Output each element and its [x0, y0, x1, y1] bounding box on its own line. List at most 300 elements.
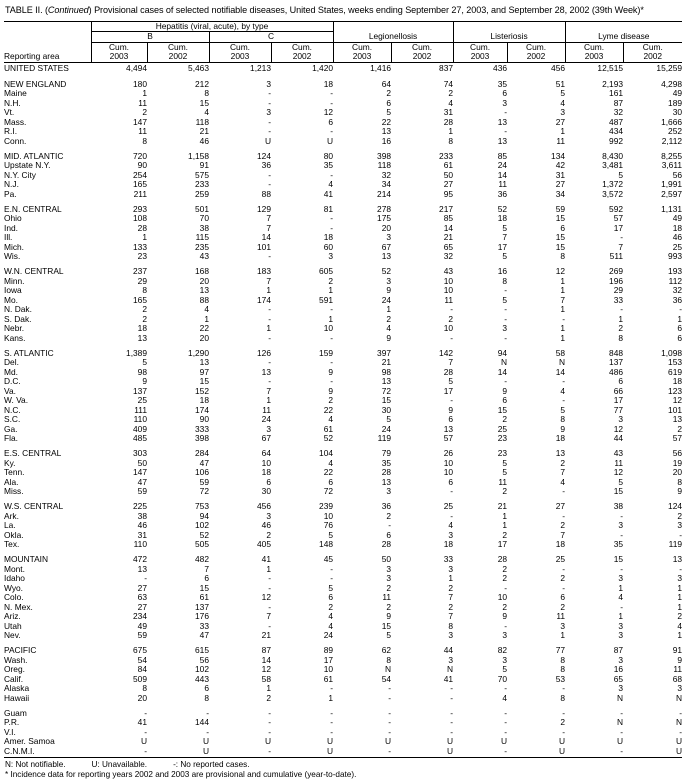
row-value: 2	[560, 573, 566, 583]
row-value: 30	[261, 486, 271, 496]
table-row	[4, 305, 682, 315]
row-value: 456	[551, 63, 566, 73]
row-value: -	[620, 510, 624, 521]
row-value: 94	[497, 347, 508, 358]
row-value: -	[268, 126, 271, 136]
row-value: 472	[133, 554, 147, 564]
row-value: -	[330, 213, 334, 223]
row-value: 3,572	[602, 188, 624, 199]
row-area-label: Md.	[4, 366, 18, 377]
row-value: 443	[195, 673, 209, 684]
row-value: 5	[142, 357, 147, 367]
row-value: 147	[133, 467, 147, 477]
row-value: -	[330, 573, 334, 583]
row-value: 47	[199, 457, 209, 468]
row-value: 12	[323, 107, 334, 117]
row-value: -	[268, 116, 271, 127]
row-area-label: Okla.	[4, 529, 24, 540]
table-row	[4, 190, 682, 200]
row-value: 101	[668, 404, 683, 415]
row-value: 1,991	[661, 179, 683, 189]
row-value: -	[268, 601, 271, 612]
header-legionellosis-cum-2002: Cum. 2002	[391, 42, 453, 62]
row-value: 8	[204, 88, 209, 98]
row-value: 3	[560, 107, 566, 117]
row-value: -	[620, 726, 624, 737]
row-value: 17	[613, 222, 624, 233]
row-value: 5	[502, 294, 508, 305]
row-value: 13	[381, 376, 392, 386]
table-row	[4, 444, 682, 459]
row-value: 4,494	[126, 63, 147, 73]
row-area-label: Tenn.	[4, 467, 25, 477]
row-value: 38	[199, 222, 209, 233]
row-value: 33	[613, 294, 624, 305]
row-value: 434	[609, 126, 624, 136]
row-value: 31	[443, 107, 454, 117]
row-value: 9	[502, 385, 508, 396]
row-value: 6	[560, 592, 566, 602]
row-value: 147	[133, 116, 147, 127]
table-row	[4, 89, 682, 99]
row-value: 333	[195, 423, 209, 434]
row-value: 3	[266, 510, 271, 521]
row-value: 8	[142, 135, 147, 146]
row-value: 47	[199, 630, 209, 640]
row-value: 12	[613, 467, 624, 477]
table-row	[4, 199, 682, 214]
row-value: 3	[386, 486, 392, 496]
row-area-label: C.N.M.I.	[4, 747, 91, 758]
footnote-star: *	[5, 769, 9, 779]
row-value: U	[264, 135, 271, 146]
row-value: 33	[199, 620, 209, 631]
row-value: 5	[502, 457, 508, 468]
row-value: 3	[448, 630, 454, 640]
row-value: 3	[618, 573, 624, 583]
row-value: 46	[672, 232, 683, 242]
row-value: 1,389	[126, 347, 147, 358]
row-value: 30	[381, 404, 392, 415]
row-value: 1	[560, 332, 566, 343]
footnote-n: N: Not notifiable.	[5, 759, 66, 769]
row-value: 1	[618, 611, 624, 621]
row-value: 284	[195, 448, 209, 458]
row-value: 84	[137, 664, 147, 674]
row-value: 33	[443, 554, 454, 564]
row-value: 165	[133, 179, 147, 189]
row-value: 1,416	[370, 63, 392, 73]
row-value: 5	[448, 376, 454, 386]
row-value: 46	[261, 520, 271, 530]
row-value: 2	[386, 582, 392, 593]
row-value: 5	[502, 664, 508, 674]
row-area-label: R.I.	[4, 126, 18, 136]
row-value: 9	[560, 423, 566, 434]
row-value: 211	[133, 188, 147, 199]
row-value: -	[562, 313, 566, 324]
row-value: 4,298	[661, 78, 683, 89]
row-value: -	[268, 251, 271, 261]
row-value: -	[206, 726, 209, 737]
row-value: 1	[502, 520, 508, 530]
row-area-label: Idaho	[4, 573, 25, 583]
row-value: 2	[142, 107, 147, 117]
row-value: 13	[381, 126, 392, 136]
row-value: -	[562, 707, 566, 718]
row-value: 88	[199, 294, 209, 305]
row-value: 50	[137, 457, 147, 468]
row-value: -	[679, 304, 683, 314]
header-group-lyme-disease: Lyme disease	[565, 32, 682, 43]
row-value: -	[620, 601, 624, 612]
row-value: 18	[137, 323, 147, 333]
row-value: 14	[497, 366, 508, 377]
row-value: 63	[137, 592, 147, 602]
row-value: 98	[137, 366, 147, 377]
row-value: -	[268, 717, 271, 727]
row-value: 51	[555, 78, 566, 89]
row-value: 1,666	[661, 116, 683, 127]
row-value: 753	[195, 501, 209, 511]
table-row	[4, 74, 682, 89]
table-row	[4, 718, 682, 728]
row-value: 2	[618, 323, 624, 333]
row-value: 35	[381, 457, 392, 468]
row-area-label: N.H.	[4, 97, 21, 108]
row-value: -	[330, 169, 334, 180]
row-value: 62	[381, 645, 392, 655]
row-value: 1,213	[250, 63, 271, 73]
row-value: -	[450, 395, 454, 405]
row-value: 3,481	[602, 160, 624, 170]
row-value: 24	[261, 414, 271, 424]
table-row	[4, 315, 682, 325]
row-value: 15	[199, 582, 209, 593]
row-value: 9	[328, 385, 334, 396]
row-value: N	[384, 664, 392, 674]
header-group-listeriosis-blank	[453, 21, 565, 32]
row-value: 1,131	[661, 203, 683, 214]
row-value: 104	[319, 448, 334, 458]
row-value: 11	[498, 476, 508, 487]
footnote-u: U: Unavailable.	[91, 759, 148, 769]
row-value: 65	[443, 241, 454, 252]
row-value: 2	[677, 423, 683, 434]
table-row	[4, 521, 682, 531]
row-value: 56	[672, 169, 683, 180]
header-group-hepatitis: Hepatitis (viral, acute), by type	[91, 21, 333, 32]
row-value: 3	[560, 620, 566, 631]
row-value: -	[450, 332, 454, 343]
row-value: -	[679, 529, 683, 540]
row-value: -	[91, 747, 147, 758]
row-value: 2	[677, 611, 683, 621]
row-value: 126	[257, 347, 271, 358]
row-value: 3	[618, 683, 624, 693]
row-value: 15	[613, 486, 624, 496]
row-value: 35	[497, 78, 508, 89]
row-value: 6	[502, 88, 508, 98]
row-value: 11	[138, 97, 147, 108]
row-value: 13	[443, 423, 454, 434]
row-value: -	[620, 707, 624, 718]
row-area-label: Guam	[4, 707, 27, 718]
row-value: 4	[560, 476, 566, 487]
row-value: U	[202, 736, 209, 746]
table-row	[4, 565, 682, 575]
row-value: 7	[266, 385, 271, 396]
table-row	[4, 728, 682, 738]
row-value: 405	[257, 539, 271, 549]
row-value: 10	[443, 467, 454, 477]
table-row	[4, 747, 682, 758]
row-value: 14	[261, 654, 271, 665]
table-row	[4, 406, 682, 416]
row-value: 27	[555, 501, 566, 511]
row-value: 1	[386, 304, 392, 314]
row-value: 10	[497, 592, 508, 602]
row-value: -	[330, 726, 334, 737]
row-value: 8	[560, 251, 566, 261]
row-value: 49	[137, 620, 147, 631]
row-value: 3	[677, 573, 683, 583]
row-value: -	[330, 357, 334, 367]
row-value: 2	[142, 313, 147, 324]
row-value: 118	[377, 160, 392, 170]
row-value: 2	[448, 582, 454, 593]
row-value: -	[333, 747, 391, 758]
notifiable-diseases-table	[4, 21, 682, 759]
row-value: 7	[266, 275, 271, 286]
row-value: -	[450, 486, 454, 496]
row-value: -	[388, 520, 392, 530]
row-value: 1	[677, 582, 683, 593]
row-value: 50	[443, 169, 454, 180]
table-row	[4, 434, 682, 444]
row-value: 10	[443, 323, 454, 333]
row-area-label: E.N. CENTRAL	[4, 203, 62, 214]
row-value: 183	[257, 266, 271, 276]
row-value: 9	[386, 332, 392, 343]
row-value: 58	[261, 673, 271, 684]
row-value: N	[616, 692, 624, 703]
row-value: 32	[381, 169, 392, 180]
row-value: 398	[195, 433, 209, 443]
row-value: 129	[257, 203, 271, 214]
row-value: 58	[555, 347, 566, 358]
row-value: 6	[328, 476, 334, 487]
row-value: 18	[497, 213, 508, 223]
row-value: 34	[381, 179, 392, 189]
row-value: 52	[497, 203, 508, 214]
row-value: 16	[497, 266, 508, 276]
header-corner-blank	[4, 21, 91, 32]
row-value: -	[330, 304, 334, 314]
row-area-label: S. Dak.	[4, 313, 32, 324]
row-value: 64	[261, 448, 271, 458]
row-value: 5	[618, 476, 624, 487]
row-value: -	[144, 707, 147, 718]
row-value: 61	[323, 423, 334, 434]
header-hepc-cum-2003: Cum. 2003	[209, 42, 271, 62]
row-area-label: W.S. CENTRAL	[4, 501, 64, 511]
row-value: 235	[195, 241, 209, 252]
row-value: 5	[386, 630, 392, 640]
row-value: -	[565, 747, 623, 758]
header-listeriosis-cum-2002: Cum. 2002	[507, 42, 565, 62]
row-value: 13	[261, 366, 271, 377]
row-value: 28	[381, 467, 392, 477]
row-value: 98	[381, 366, 392, 377]
row-value: 7	[560, 294, 566, 305]
row-value: 11	[673, 664, 683, 674]
row-value: 8	[386, 654, 392, 665]
row-value: 44	[443, 645, 454, 655]
row-value: 15	[381, 395, 392, 405]
row-value: 7	[266, 611, 271, 621]
row-value: 3	[618, 620, 624, 631]
row-value: 509	[133, 673, 147, 684]
row-value: 81	[323, 203, 334, 214]
row-area-label: N.Y. City	[4, 169, 36, 180]
row-value: 8	[448, 620, 454, 631]
row-value: U	[507, 747, 565, 758]
row-value: 64	[381, 78, 392, 89]
row-value: 2	[502, 529, 508, 540]
row-value: 175	[377, 213, 392, 223]
row-value: 28	[443, 116, 454, 127]
row-value: 22	[323, 467, 334, 477]
row-area-label: V.I.	[4, 726, 16, 737]
row-value: 102	[195, 520, 209, 530]
row-area-label: UNITED STATES	[4, 63, 69, 73]
row-value: 29	[137, 275, 147, 286]
row-value: 7	[448, 592, 454, 602]
row-value: 1,372	[602, 179, 624, 189]
row-value: 1	[204, 313, 209, 324]
row-value: 10	[323, 510, 334, 521]
row-value: -	[268, 726, 271, 737]
row-value: 18	[672, 376, 683, 386]
table-row	[4, 137, 682, 147]
table-title-continued: Continued	[47, 5, 89, 15]
row-area-label: Ga.	[4, 423, 18, 434]
row-value: 24	[381, 423, 392, 434]
row-value: U	[326, 135, 334, 146]
row-area-label: P.R.	[4, 717, 20, 727]
row-value: 20	[199, 275, 209, 286]
row-value: 8	[142, 285, 147, 295]
table-row	[4, 675, 682, 685]
row-value: 144	[195, 717, 209, 727]
row-area-label: S. ATLANTIC	[4, 347, 54, 358]
row-value: 108	[133, 213, 147, 223]
row-value: 94	[199, 510, 209, 521]
row-value: 47	[137, 476, 147, 487]
row-value: N	[616, 717, 624, 727]
row-value: 19	[672, 457, 683, 468]
row-value: 592	[609, 203, 624, 214]
row-value: -	[504, 304, 508, 314]
row-value: -	[562, 683, 566, 693]
row-value: 5	[560, 88, 566, 98]
row-value: -	[268, 179, 271, 189]
row-value: -	[330, 563, 334, 574]
row-value: 17	[613, 395, 624, 405]
row-value: 20	[672, 467, 683, 477]
row-value: 31	[555, 169, 566, 180]
row-value: 12	[261, 592, 271, 602]
header-group-legionellosis-blank	[333, 21, 453, 32]
row-value: 85	[497, 150, 508, 161]
row-value: 2	[142, 304, 147, 314]
row-value: 9	[677, 654, 683, 665]
row-value: 3	[328, 251, 334, 261]
row-value: 25	[137, 395, 147, 405]
row-value: N	[675, 692, 683, 703]
row-area-label: MOUNTAIN	[4, 554, 49, 564]
row-value: 56	[199, 654, 209, 665]
row-value: 14	[261, 232, 271, 242]
row-value: 1,420	[312, 63, 334, 73]
row-value: 2	[386, 313, 392, 324]
row-value: 7	[560, 467, 566, 477]
row-value: 79	[381, 448, 392, 458]
row-value: 6	[204, 683, 209, 693]
row-value: 26	[443, 448, 454, 458]
row-value: -	[388, 726, 392, 737]
table-title-prefix: TABLE II. (	[5, 5, 48, 15]
table-row	[4, 684, 682, 694]
row-value: 13	[381, 251, 392, 261]
row-value: -	[268, 357, 271, 367]
row-value: 23	[137, 251, 147, 261]
row-value: 3	[502, 630, 508, 640]
footnote-dash: -: No reported cases.	[173, 759, 250, 769]
row-value: N	[500, 357, 508, 367]
table-row	[4, 641, 682, 656]
row-value: 80	[323, 150, 334, 161]
row-value: 5	[328, 529, 334, 540]
row-value: 90	[199, 414, 209, 424]
row-value: 4	[328, 620, 334, 631]
row-value: 4	[328, 414, 334, 424]
row-value: 67	[381, 241, 392, 252]
row-value: 13	[137, 563, 147, 574]
row-value: 11	[138, 126, 147, 136]
row-value: 225	[133, 501, 147, 511]
row-area-label: Alaska	[4, 683, 30, 693]
row-value: 21	[497, 501, 508, 511]
row-value: 2	[328, 275, 334, 286]
row-value: 41	[323, 188, 334, 199]
row-value: 15	[555, 232, 566, 242]
row-value: -	[504, 126, 508, 136]
row-value: 43	[613, 448, 624, 458]
row-value: 38	[137, 510, 147, 521]
row-value: 21	[443, 232, 454, 242]
row-value: -	[562, 376, 566, 386]
row-value: N	[675, 717, 683, 727]
row-value: 5	[502, 222, 508, 233]
header-hepc-cum-2002: Cum. 2002	[271, 42, 333, 62]
table-row	[4, 612, 682, 622]
row-value: -	[504, 717, 508, 727]
row-value: 193	[668, 266, 683, 276]
row-value: 59	[137, 486, 147, 496]
table-row	[4, 550, 682, 565]
